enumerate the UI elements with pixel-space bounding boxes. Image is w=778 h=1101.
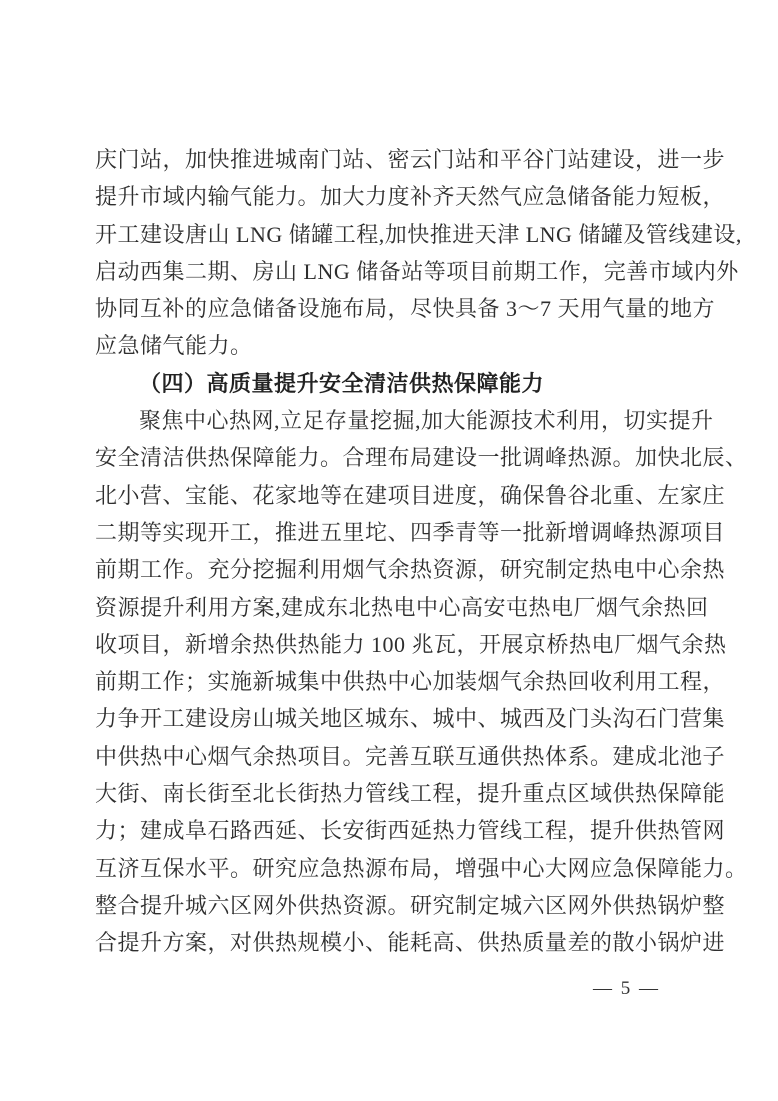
page-footer (593, 977, 660, 1001)
text-line: 北小营、宝能、花家地等在建项目进度，确保鲁谷北重、左家庄 (95, 482, 726, 508)
text-line: 启动西集二期、房山 LNG 储备站等项目前期工作，完善市域内外 (95, 258, 739, 284)
text-line: 提升市域内输气能力。加大力度补齐天然气应急储备能力短板， (95, 184, 726, 210)
text-line: 聚焦中心热网,立足存量挖掘,加大能源技术利用，切实提升 (139, 408, 714, 434)
text-line: 资源提升利用方案,建成东北热电中心高安屯热电厂烟气余热回 (95, 594, 709, 620)
text-line: 二期等实现开工，推进五里坨、四季青等一批新增调峰热源项目 (95, 519, 726, 545)
text-line: 前期工作。充分挖掘利用烟气余热资源，研究制定热电中心余热 (95, 557, 726, 583)
text-line: 互济互保水平。研究应急热源布局，增强中心大网应急保障能力。 (95, 855, 748, 881)
text-line: 力争开工建设房山城关地区城东、城中、城西及门头沟石门营集 (95, 706, 726, 732)
text-line: 大街、南长街至北长街热力管线工程，提升重点区域供热保障能 (95, 781, 726, 807)
text-line: 中供热中心烟气余热项目。完善互联互通供热体系。建成北池子 (95, 743, 726, 769)
text-block (95, 141, 748, 962)
text-line: 协同互补的应急储备设施布局，尽快具备 3～7 天用气量的地方 (95, 296, 716, 322)
text-line: 合提升方案，对供热规模小、能耗高、供热质量差的散小锅炉进 (95, 930, 726, 956)
text-line: 前期工作；实施新城集中供热中心加装烟气余热回收利用工程， (95, 669, 726, 695)
text-line: 整合提升城六区网外供热资源。研究制定城六区网外供热锅炉整 (95, 892, 726, 918)
text-line: 庆门站，加快推进城南门站、密云门站和平谷门站建设，进一步 (95, 147, 726, 172)
text-line: 开工建设唐山 LNG 储罐工程,加快推进天津 LNG 储罐及管线建设, (95, 221, 742, 247)
text-line: 应急储气能力。 (95, 333, 253, 359)
page-number: — 5 — (593, 978, 660, 999)
text-line: 安全清洁供热保障能力。合理布局建设一批调峰热源。加快北辰、 (95, 445, 748, 471)
text-line: 收项目，新增余热供热能力 100 兆瓦，开展京桥热电厂烟气余热 (95, 631, 727, 657)
section-heading: （四）高质量提升安全清洁供热保障能力 (139, 370, 545, 396)
text-line: 力；建成阜石路西延、长安街西延热力管线工程，提升供热管网 (95, 818, 726, 844)
